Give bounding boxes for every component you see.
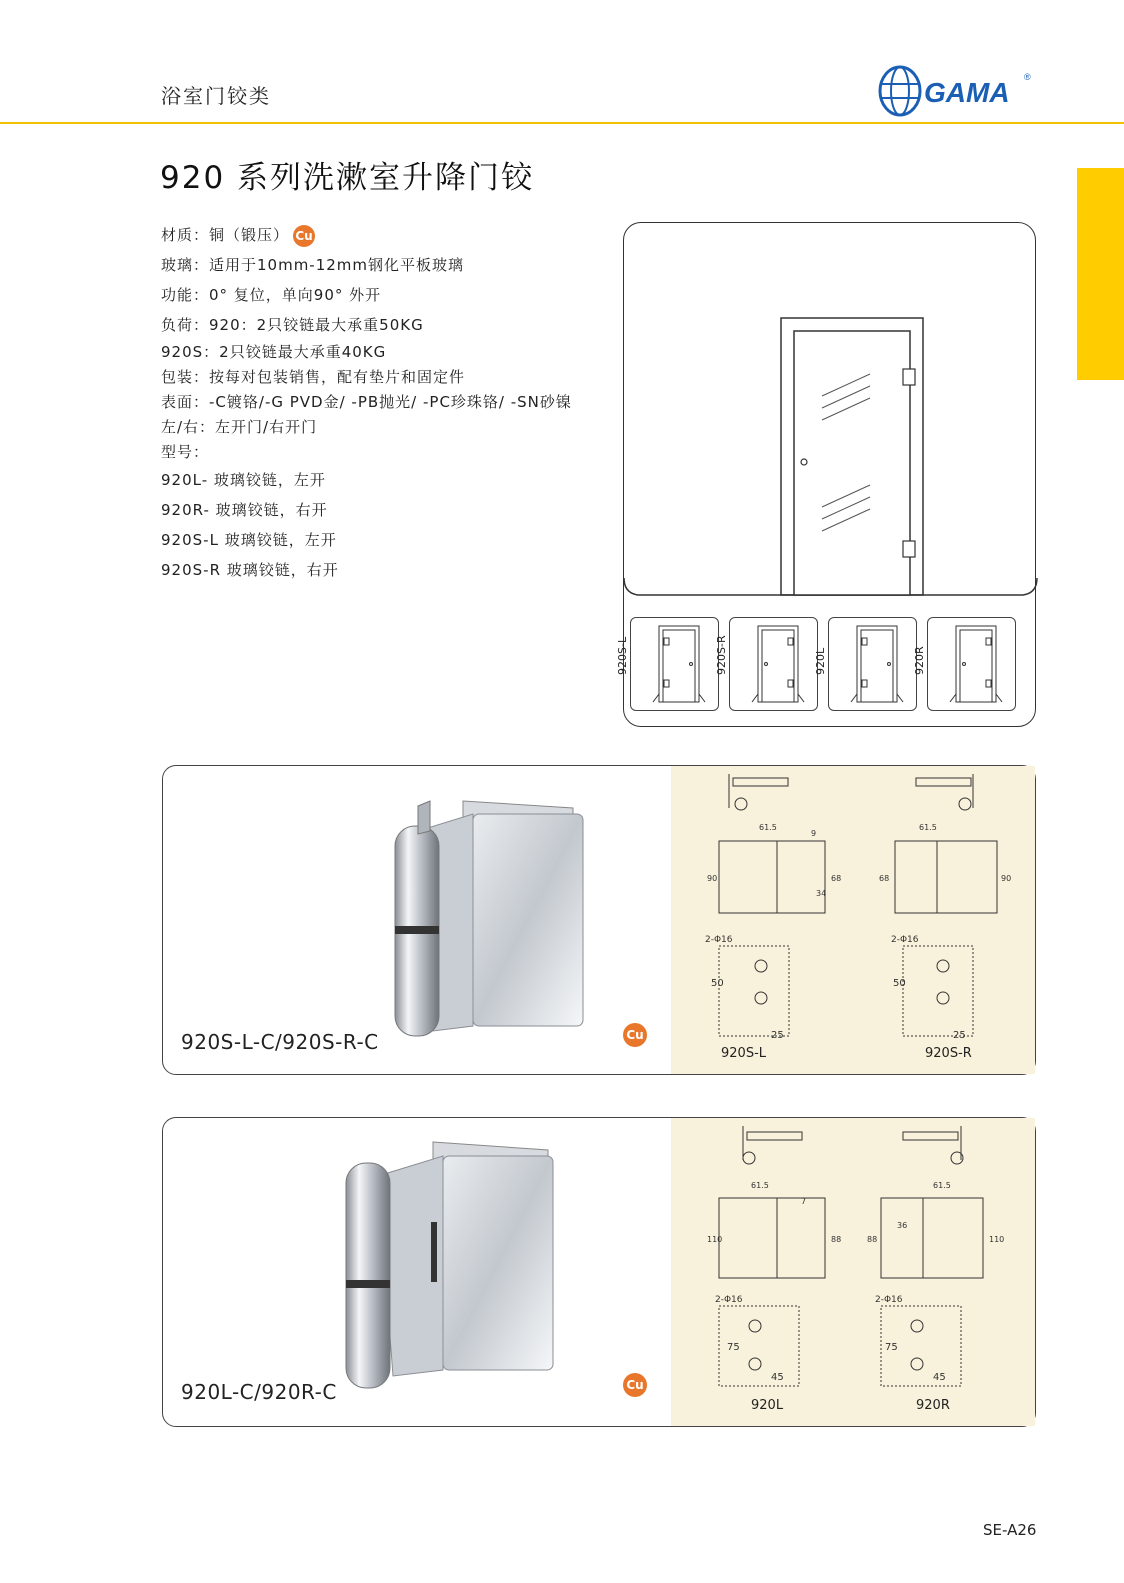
spec-function: 功能：0° 复位，单向90° 外开 — [161, 286, 382, 304]
hinge-top-icon — [903, 369, 915, 385]
header-divider — [0, 122, 1124, 124]
dim-label: 9 — [811, 829, 817, 838]
spec-material: 材质：铜（锻压） Cu — [161, 220, 601, 250]
logo-registered: ® — [1024, 72, 1031, 82]
door-illustration-panel — [616, 222, 1036, 727]
product-model-label: 920L-C/920R-C — [181, 1380, 337, 1404]
dim-label: 2-Φ16 — [715, 1295, 743, 1305]
dim-label: 90 — [707, 874, 718, 883]
dim-label: 50 — [711, 978, 724, 989]
logo-text: GAMA — [924, 77, 1010, 108]
gama-logo — [876, 64, 1036, 118]
product-card-920s — [162, 765, 1036, 1075]
spec-model-item: 920S-R 玻璃铰链，右开 — [161, 561, 339, 579]
thumb-label: 920S-R — [715, 635, 728, 675]
dim-label: 88 — [867, 1235, 878, 1244]
door-thumb-920l — [814, 617, 917, 711]
spec-list — [161, 220, 601, 585]
spec-hand: 左/右：左开门/右开门 — [161, 418, 318, 436]
dim-label: 2-Φ16 — [891, 935, 919, 945]
technical-drawing — [671, 766, 1035, 1074]
dim-label: 90 — [1001, 874, 1012, 883]
thumb-label: 920S-L — [616, 636, 629, 675]
spec-glass: 玻璃：适用于10mm-12mm钢化平板玻璃 — [161, 256, 465, 274]
door-drawing — [624, 318, 1037, 595]
dim-label: 2-Φ16 — [875, 1295, 903, 1305]
spec-packing: 包装：按每对包装销售，配有垫片和固定件 — [161, 368, 466, 386]
technical-drawing-svg — [671, 1118, 1035, 1428]
spec-load-920s: 920S：2只铰链最大承重40KG — [161, 343, 387, 361]
dim-label: 45 — [933, 1372, 946, 1383]
door-thumb-920s-l — [616, 617, 719, 711]
spec-model-item: 920R- 玻璃铰链，右开 — [161, 501, 328, 519]
dim-label: 25 — [771, 1030, 784, 1041]
drawing-label-left: 920L — [751, 1398, 784, 1413]
hinge-920s-photo — [378, 796, 598, 1046]
door-thumb-920r — [913, 617, 1016, 711]
product-card-920 — [162, 1117, 1036, 1427]
spec-model-item: 920L- 玻璃铰链，左开 — [161, 471, 326, 489]
side-tab — [1077, 168, 1124, 380]
spec-model-header: 型号： — [161, 443, 210, 461]
hinge-920-photo — [333, 1138, 563, 1398]
technical-drawing — [671, 1118, 1035, 1426]
spec-load-920: 负荷：920：2只铰链最大承重50KG — [161, 316, 424, 334]
dim-label: 88 — [831, 1235, 842, 1244]
dim-label: 68 — [831, 874, 842, 883]
dim-label: 34 — [816, 889, 827, 898]
dim-label: 61.5 — [759, 823, 777, 832]
cu-badge-icon: Cu — [623, 1373, 647, 1397]
product-model-label: 920S-L-C/920S-R-C — [181, 1030, 379, 1054]
drawing-label-right: 920S-R — [925, 1046, 972, 1061]
page-number: SE-A26 — [983, 1521, 1037, 1539]
dim-label: 7 — [801, 1197, 807, 1206]
dim-label: 110 — [989, 1235, 1005, 1244]
cu-badge-icon: Cu — [623, 1023, 647, 1047]
dim-label: 68 — [879, 874, 890, 883]
category-title: 浴室门铰类 — [161, 84, 271, 108]
thumb-label: 920L — [814, 647, 827, 675]
dim-label: 61.5 — [919, 823, 937, 832]
hinge-bottom-icon — [903, 541, 915, 557]
spec-model-item: 920S-L 玻璃铰链，左开 — [161, 531, 337, 549]
door-thumb-920s-r — [715, 617, 818, 711]
dim-label: 110 — [707, 1235, 723, 1244]
dim-label: 75 — [727, 1342, 740, 1353]
dim-label: 75 — [885, 1342, 898, 1353]
spec-finish: 表面：-C镀铬/-G PVD金/ -PB抛光/ -PC珍珠铬/ -SN砂镍 — [161, 393, 572, 411]
dim-label: 50 — [893, 978, 906, 989]
drawing-label-left: 920S-L — [721, 1046, 766, 1061]
dim-label: 61.5 — [751, 1181, 769, 1190]
thumb-label: 920R — [913, 646, 926, 675]
technical-drawing-svg — [671, 766, 1035, 1076]
dim-label: 25 — [953, 1030, 966, 1041]
page-title: 920 系列洗漱室升降门铰 — [160, 160, 535, 196]
dim-label: 45 — [771, 1372, 784, 1383]
dim-label: 61.5 — [933, 1181, 951, 1190]
dim-label: 2-Φ16 — [705, 935, 733, 945]
drawing-label-right: 920R — [916, 1398, 950, 1413]
globe-icon — [880, 67, 920, 115]
cu-badge-icon: Cu — [293, 225, 315, 247]
dim-label: 36 — [897, 1221, 908, 1230]
